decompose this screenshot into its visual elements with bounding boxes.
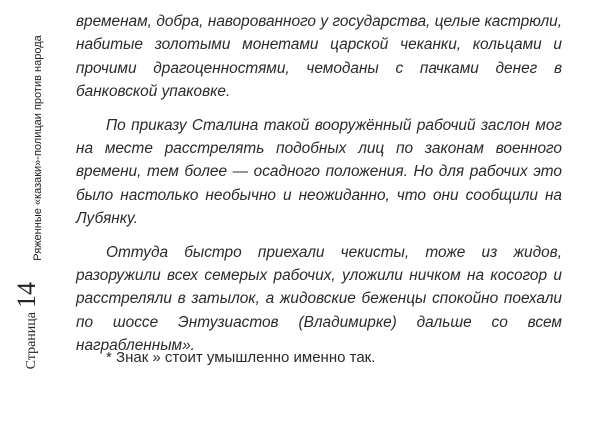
page-word: Страница <box>24 312 39 370</box>
footnote: * Знак » стоит умышленно именно так. <box>106 349 376 366</box>
body-text <box>76 10 562 368</box>
paragraph: По приказу Сталина такой вооружённый рабочий заслон мог на месте расстрелять подобных лиц по законам военного времени, тем более — осадного положения. Но для рабочих это было настолько необычно и неожиданно, что они сообщили на Лубянку. <box>76 116 562 228</box>
running-header-text: Ряженные «казаки»-полицаи против народа <box>32 35 44 261</box>
page-label <box>4 282 44 408</box>
paragraph: Оттуда быстро приехали чекисты, тоже из жидов, разоружили всех семерых рабочих, уложили ничком на косогор и расстреляли в затылок, а жидовские беженцы спокойно поехали по шоссе Энтузиастов (Владимирке) дальше со всем награбленным». <box>76 243 562 355</box>
page-number: 14 <box>12 282 41 308</box>
running-header <box>18 28 44 268</box>
paragraph-continuation: временам, добра, наворованного у государства, целые кастрюли, набитые золотыми монетами царской чеканки, кольцами и прочими драгоценностями, чемоданы с пачками денег в банковской упаковке. <box>76 13 562 101</box>
